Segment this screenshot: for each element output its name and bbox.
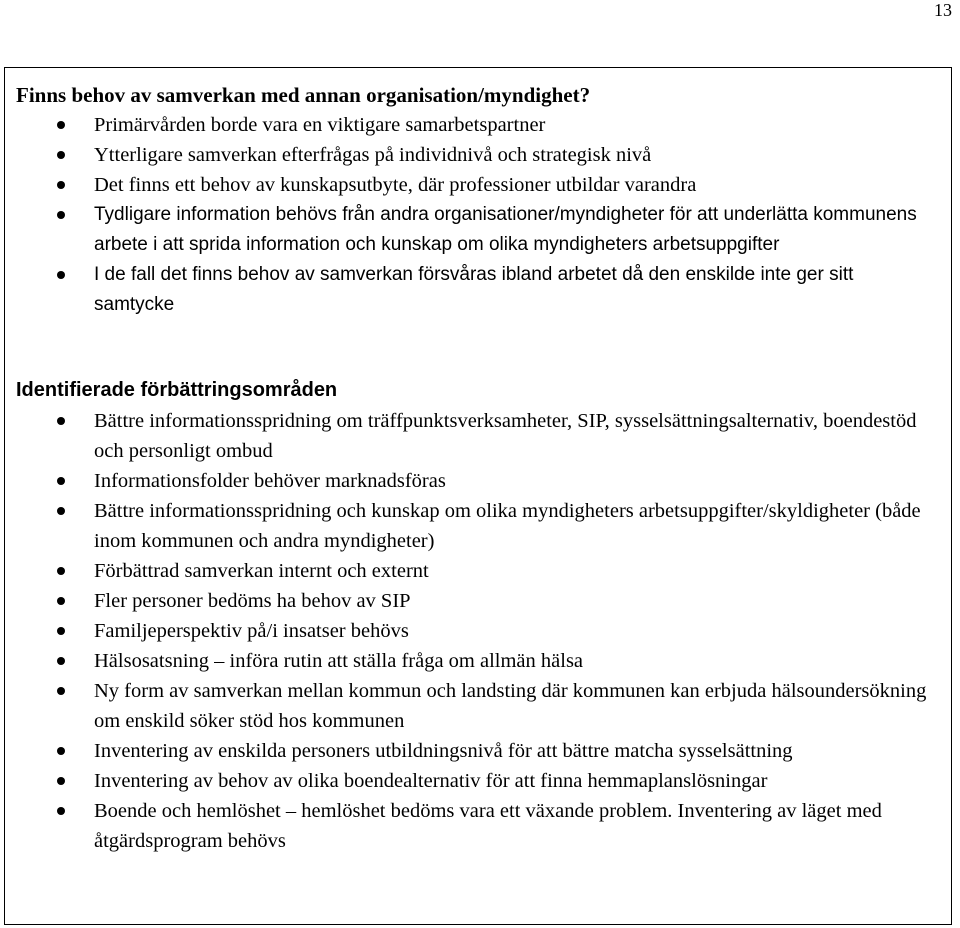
list-item: Informationsfolder behöver marknadsföras xyxy=(0,466,960,496)
bullet-icon xyxy=(57,777,65,785)
bullet-icon xyxy=(57,627,65,635)
bullet-icon xyxy=(57,597,65,605)
bullet-icon xyxy=(57,271,65,279)
list-item: Boende och hemlöshet – hemlöshet bedöms vara ett växande problem. Inventering av läget med åtgärdsprogram behövs xyxy=(0,796,960,856)
list-item: Fler personer bedöms ha behov av SIP xyxy=(0,586,960,616)
bullet-icon xyxy=(57,417,65,425)
list-item: Inventering av behov av olika boendealternativ för att finna hemmaplanslösningar xyxy=(0,766,960,796)
samverkan-list xyxy=(0,110,960,320)
list-item: I de fall det finns behov av samverkan försvåras ibland arbetet då den enskilde inte ger sitt samtycke xyxy=(0,260,960,320)
bullet-icon xyxy=(57,181,65,189)
bullet-icon xyxy=(57,807,65,815)
bullet-icon xyxy=(57,687,65,695)
list-item: Förbättrad samverkan internt och externt xyxy=(0,556,960,586)
section-heading-samverkan: Finns behov av samverkan med annan organisation/myndighet? xyxy=(16,83,591,107)
bullet-icon xyxy=(57,151,65,159)
list-item: Familjeperspektiv på/i insatser behövs xyxy=(0,616,960,646)
list-item: Det finns ett behov av kunskapsutbyte, där professioner utbildar varandra xyxy=(0,170,960,200)
list-item: Bättre informationsspridning om träffpunktsverksamheter, SIP, sysselsättningsalternativ, boendestöd och personligt ombud xyxy=(0,406,960,466)
bullet-icon xyxy=(57,747,65,755)
forbattringsomraden-list xyxy=(0,406,960,856)
section-heading-forbattringsomraden: Identifierade förbättringsområden xyxy=(16,379,338,401)
list-item: Bättre informationsspridning och kunskap om olika myndigheters arbetsuppgifter/skyldigheter (både inom kommunen och andra myndigheter) xyxy=(0,496,960,556)
bullet-icon xyxy=(57,121,65,129)
bullet-icon xyxy=(57,477,65,485)
list-item: Tydligare information behövs från andra organisationer/myndigheter för att underlätta kommunens arbete i att sprida information och kunskap om olika myndigheters arbetsuppgifter xyxy=(0,200,960,260)
bullet-icon xyxy=(57,567,65,575)
list-item: Ny form av samverkan mellan kommun och landsting där kommunen kan erbjuda hälsoundersökning om enskild söker stöd hos kommunen xyxy=(0,676,960,736)
bullet-icon xyxy=(57,211,65,219)
page-number: 13 xyxy=(934,0,952,20)
list-item: Ytterligare samverkan efterfrågas på individnivå och strategisk nivå xyxy=(0,140,960,170)
list-item: Inventering av enskilda personers utbildningsnivå för att bättre matcha sysselsättning xyxy=(0,736,960,766)
list-item: Primärvården borde vara en viktigare samarbetspartner xyxy=(0,110,960,140)
bullet-icon xyxy=(57,657,65,665)
list-item: Hälsosatsning – införa rutin att ställa fråga om allmän hälsa xyxy=(0,646,960,676)
bullet-icon xyxy=(57,507,65,515)
